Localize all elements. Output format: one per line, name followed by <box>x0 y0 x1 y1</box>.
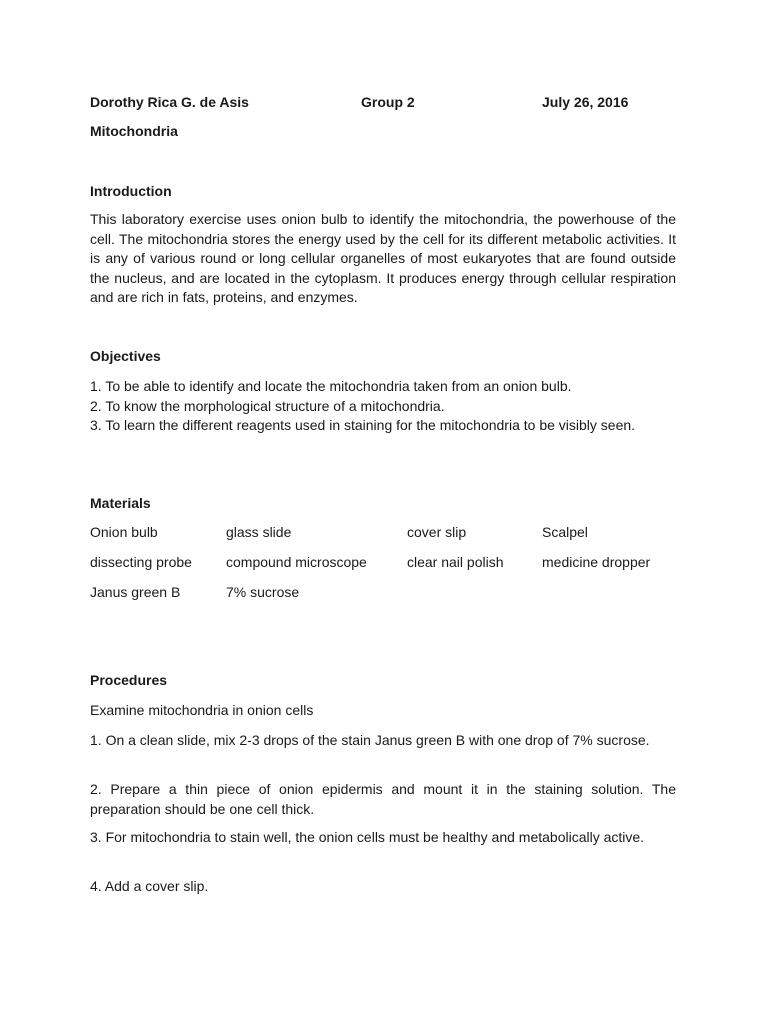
material-item: cover slip <box>407 524 467 540</box>
objectives-list <box>90 377 676 436</box>
author-name: Dorothy Rica G. de Asis <box>90 94 249 110</box>
materials-table <box>90 523 676 613</box>
objectives-heading: Objectives <box>90 348 161 364</box>
procedures-subheading: Examine mitochondria in onion cells <box>90 702 314 718</box>
group-label: Group 2 <box>361 94 415 110</box>
material-item: Janus green B <box>90 584 181 600</box>
date-label: July 26, 2016 <box>542 94 629 110</box>
material-item: Onion bulb <box>90 524 158 540</box>
materials-heading: Materials <box>90 495 151 511</box>
procedure-step: 3. For mitochondria to stain well, the onion cells must be healthy and metabolically active. <box>90 829 645 845</box>
document-title: Mitochondria <box>90 123 178 139</box>
material-item: dissecting probe <box>90 554 192 570</box>
material-item: 7% sucrose <box>226 584 300 600</box>
procedure-step: 4. Add a cover slip. <box>90 878 209 894</box>
objective-item: 1. To be able to identify and locate the mitochondria taken from an onion bulb. <box>90 378 572 394</box>
material-item: Scalpel <box>542 524 588 540</box>
objective-item: 2. To know the morphological structure of a mitochondria. <box>90 397 445 414</box>
introduction-heading: Introduction <box>90 183 172 199</box>
introduction-paragraph: This laboratory exercise uses onion bulb to identify the mitochondria, the powerhouse of the cell. The mitochondria stores the energy used by the cell for its different metabolic activities. It is any of various round or long cellular organelles of most eukaryotes that are found outside the nucleus, and are located in the cytoplasm. It produces energy through cellular respiration and are rich in fats, proteins, and enzymes. <box>90 211 676 305</box>
objective-item: 3. To learn the different reagents used in staining for the mitochondria to be visibly seen. <box>90 417 636 433</box>
material-item: compound microscope <box>226 554 367 570</box>
procedures-heading: Procedures <box>90 672 168 688</box>
material-item: glass slide <box>226 524 292 540</box>
procedure-step: 2. Prepare a thin piece of onion epidermis and mount it in the staining solution. The preparation should be one cell thick. <box>90 781 676 817</box>
procedure-step: 1. On a clean slide, mix 2-3 drops of the stain Janus green B with one drop of 7% sucrose. <box>90 732 650 748</box>
material-item: medicine dropper <box>542 554 651 570</box>
material-item: clear nail polish <box>407 554 504 570</box>
document-header <box>90 93 676 113</box>
